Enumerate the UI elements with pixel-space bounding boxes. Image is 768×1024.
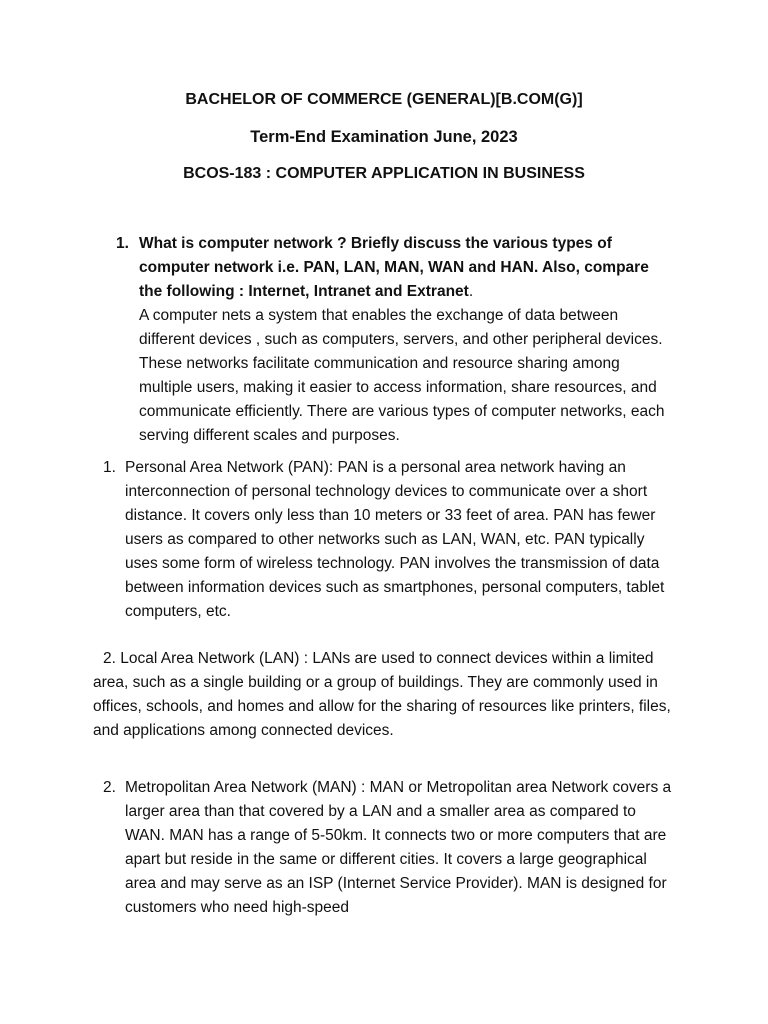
- exam-title: Term-End Examination June, 2023: [250, 128, 518, 146]
- list-item-text: Metropolitan Area Network (MAN) : MAN or Metropolitan area Network covers a larger area than that covered by a LAN and a smaller area as compared to WAN. MAN has a range of 5-50km. It connects two or more computers that are apart but reside in the same or different cities. It covers a large geographical area and may serve as an ISP (Internet Service Provider). MAN is designed for customers who need high-speed: [125, 779, 672, 916]
- answer-intro: A computer nets a system that enables the exchange of data between different devices , such as computers, servers, and other peripheral devices. These networks facilitate communication and resource sharing among multiple users, making it easier to access information, share resources, and communicate efficiently. There are various types of computer networks, each serving different scales and purposes.: [139, 307, 665, 444]
- course-title: BCOS-183 : COMPUTER APPLICATION IN BUSINESS: [183, 165, 585, 182]
- question-content: [139, 232, 676, 448]
- list-item-number: 2.: [103, 779, 116, 796]
- list-item-pan: [103, 456, 673, 624]
- question-period: .: [468, 283, 474, 300]
- question-text: What is computer network ? Briefly discuss the various types of computer network i.e. PAN, LAN, MAN, WAN and HAN. Also, compare the following : Internet, Intranet and Extranet: [139, 235, 649, 300]
- lan-text: Local Area Network (LAN) : LANs are used to connect devices within a limited area, such as a single building or a group of buildings. They are commonly used in offices, schools, and homes and allow for the sharing of resources like printers, files, and applications among connected devices.: [93, 650, 671, 739]
- question-number: 1.: [116, 235, 129, 252]
- list-item-number: 1.: [103, 459, 116, 476]
- degree-title: BACHELOR OF COMMERCE (GENERAL)[B.COM(G)]: [185, 91, 583, 108]
- paragraph-lan: [93, 647, 683, 743]
- list-item-text: Personal Area Network (PAN): PAN is a personal area network having an interconnection of personal technology devices to communicate over a short distance. It covers only less than 10 meters or 33 feet of area. PAN has fewer users as compared to other networks such as LAN, WAN, etc. PAN typically uses some form of wireless technology. PAN involves the transmission of data between information devices such as smartphones, personal computers, tablet computers, etc.: [125, 459, 665, 620]
- question-block: [116, 232, 676, 448]
- lan-number: 2.: [103, 650, 116, 667]
- list-item-man: [103, 776, 673, 920]
